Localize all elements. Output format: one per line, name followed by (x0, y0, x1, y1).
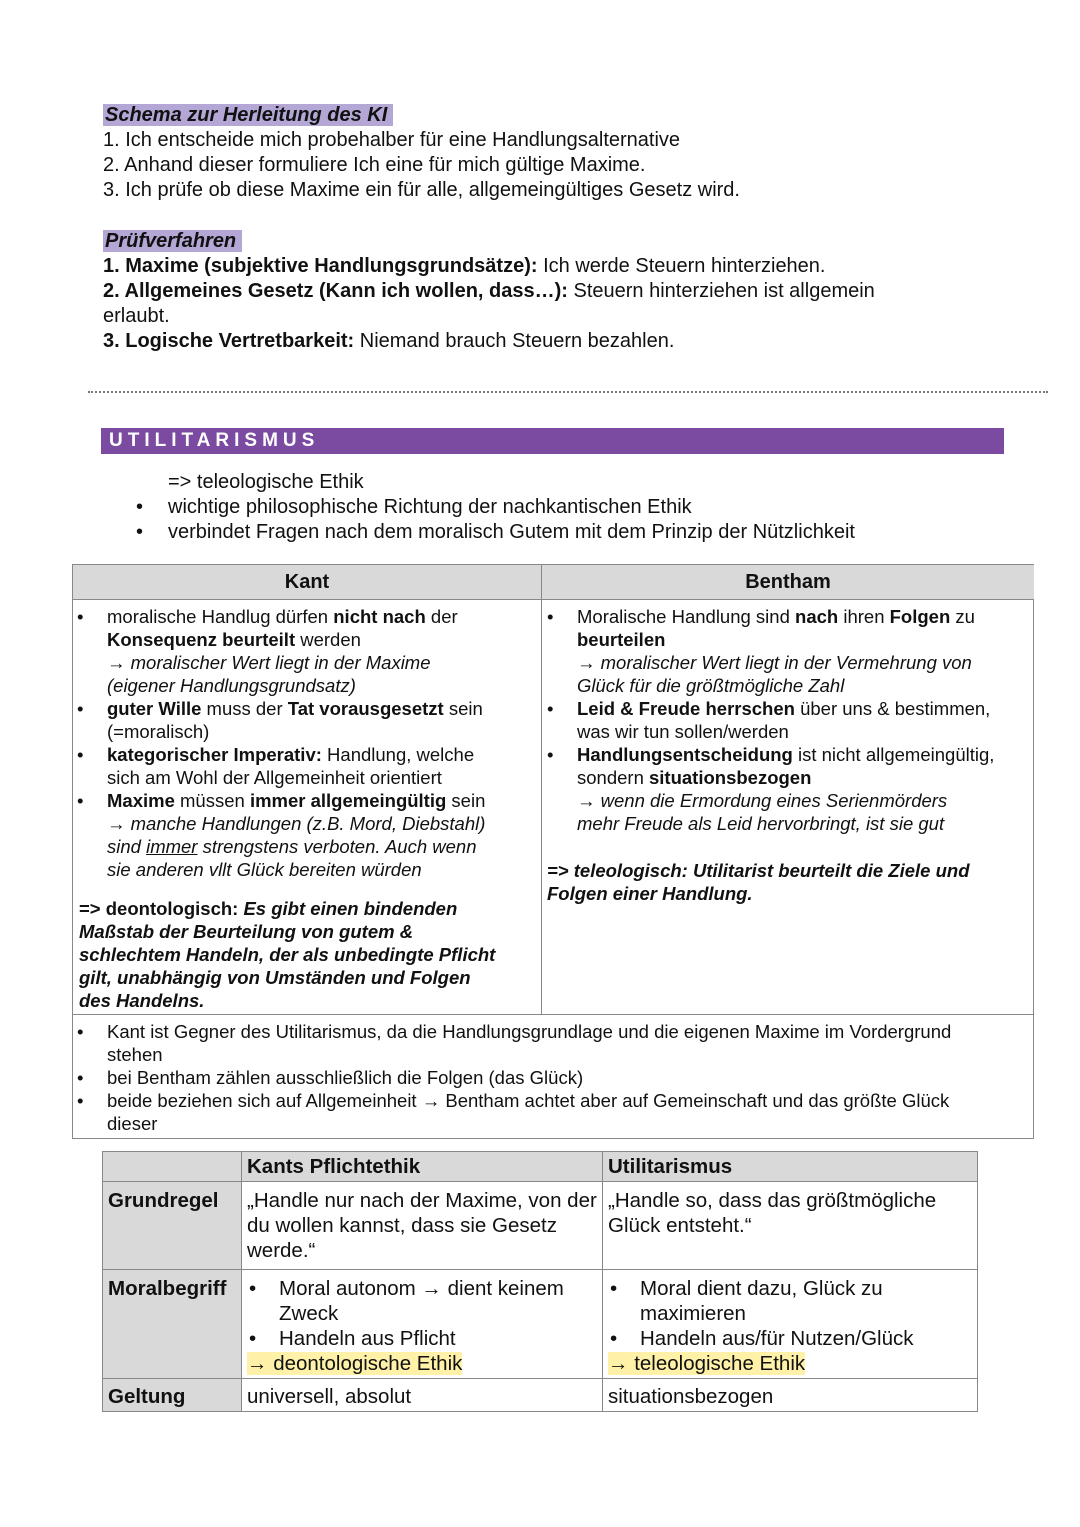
schema-step-3: 3. Ich prüfe ob diese Maxime ein für alle, allgemeingültiges Gesetz wird. (103, 179, 740, 201)
table-row (103, 1270, 978, 1379)
row-header-geltung: Geltung (103, 1379, 242, 1412)
util-bullet-2: • verbindet Fragen nach dem moralisch Gutem mit dem Prinzip der Nützlichkeit (136, 521, 855, 543)
geltung-kant: universell, absolut (242, 1379, 603, 1412)
moralbegriff-util (603, 1270, 978, 1379)
dotted-divider (88, 391, 1048, 393)
grundregel-kant: „Handle nur nach der Maxime, von der du wollen kannst, dass sie Gesetz werde.“ (242, 1182, 603, 1270)
kant-point: • guter Wille muss der Tat vorausgesetzt sein (=moralisch) (77, 698, 483, 742)
schema-step-1: 1. Ich entscheide mich probehalber für eine Handlungsalternative (103, 129, 681, 151)
bentham-conclusion: => teleologisch: Utilitarist beurteilt die Ziele und Folgen einer Handlung. (547, 860, 970, 904)
moral-point: • Handeln aus/für Nutzen/Glück (610, 1327, 914, 1350)
deontologische-highlight: → deontologische Ethik (247, 1352, 463, 1375)
bentham-point: • Handlungsentscheidung ist nicht allgemeingültig, sondern situationsbezogen → wenn die Ermordung eines Serienmörders mehr Freude als Leid hervorbringt, ist sie gut (547, 744, 995, 834)
comparison-note: • beide beziehen sich auf Allgemeinheit → Bentham achtet aber auf Gemeinschaft und das größte Glück dieser (77, 1090, 950, 1134)
kant-point: • Maxime müssen immer allgemeingültig sein → manche Handlungen (z.B. Mord, Diebstahl) sind immer strengstens verboten. Auch wenn sie anderen vllt Glück bereiten würden (77, 790, 486, 880)
pruef-section (103, 229, 875, 354)
table-row (103, 1182, 978, 1270)
moralbegriff-kant (242, 1270, 603, 1379)
table-row (103, 1379, 978, 1412)
util-bullet-1: • wichtige philosophische Richtung der nachkantischen Ethik (136, 496, 692, 518)
schema-section (103, 103, 740, 203)
kant-header: Kant (73, 565, 541, 600)
comparison-notes (73, 1020, 1028, 1135)
table-footer-divider (73, 1014, 1033, 1015)
bentham-header: Bentham (541, 565, 1034, 600)
row-header-grundregel: Grundregel (103, 1182, 242, 1270)
bentham-point: • Leid & Freude herrschen über uns & bestimmen, was wir tun sollen/werden (547, 698, 991, 742)
row-header-moralbegriff: Moralbegriff (103, 1270, 242, 1379)
geltung-util: situationsbezogen (603, 1379, 978, 1412)
pruef-title: Prüfverfahren (103, 230, 242, 252)
schema-step-2: 2. Anhand dieser formuliere Ich eine für mich gültige Maxime. (103, 154, 646, 176)
comparison-note: • bei Bentham zählen ausschließlich die Folgen (das Glück) (77, 1067, 584, 1088)
bentham-point: • Moralische Handlung sind nach ihren Folgen zu beurteilen → moralischer Wert liegt in der Vermehrung von Glück für die größtmögliche Zahl (547, 606, 975, 696)
pruef-step-1: 1. Maxime (subjektive Handlungsgrundsätze): Ich werde Steuern hinterziehen. (103, 255, 826, 277)
kant-point: • kategorischer Imperativ: Handlung, welche sich am Wohl der Allgemeinheit orientiert (77, 744, 475, 788)
schema-title: Schema zur Herleitung des KI (103, 104, 393, 126)
moral-point: • Moral autonom → dient keinem Zweck (249, 1277, 564, 1325)
grundregel-util: „Handle so, dass das größtmögliche Glück entsteht.“ (603, 1182, 978, 1270)
table-header-row (103, 1152, 978, 1182)
col-header-util: Utilitarismus (603, 1152, 978, 1182)
utilitarismus-banner: UTILITARISMUS (101, 428, 1004, 454)
kant-point: • moralische Handlug dürfen nicht nach der Konsequenz beurteilt werden → moralischer Wert liegt in der Maxime (eigener Handlungsgrundsatz) (77, 606, 458, 696)
kant-points (73, 605, 535, 881)
pruef-step-3: 3. Logische Vertretbarkeit: Niemand brauch Steuern bezahlen. (103, 330, 675, 352)
table-divider (541, 565, 542, 1014)
kant-bentham-table (72, 564, 1034, 1139)
pflichtethik-utilitarismus-table (102, 1151, 978, 1412)
utilitarismus-intro (130, 470, 855, 545)
kant-conclusion: => deontologisch: Es gibt einen bindenden Maßstab der Beurteilung von gutem & schlechtem Handeln, der als unbedingte Pflicht gilt, unabhängig von Umständen und Folgen des Handelns. (79, 898, 496, 1011)
moral-point: • Moral dient dazu, Glück zu maximieren (610, 1277, 883, 1325)
pruef-step-2-cont: erlaubt. (103, 305, 170, 327)
pruef-step-2: 2. Allgemeines Gesetz (Kann ich wollen, dass…): Steuern hinterziehen ist allgemein (103, 280, 875, 302)
col-header-kant: Kants Pflichtethik (242, 1152, 603, 1182)
corner-cell (103, 1152, 242, 1182)
moral-point: • Handeln aus Pflicht (249, 1327, 456, 1350)
comparison-note: • Kant ist Gegner des Utilitarismus, da die Handlungsgrundlage und die eigenen Maxime im Vordergrund stehen (77, 1021, 952, 1065)
util-intro-line: => teleologische Ethik (168, 471, 364, 493)
bentham-points (543, 605, 1033, 835)
teleologische-highlight: → teleologische Ethik (608, 1352, 806, 1375)
